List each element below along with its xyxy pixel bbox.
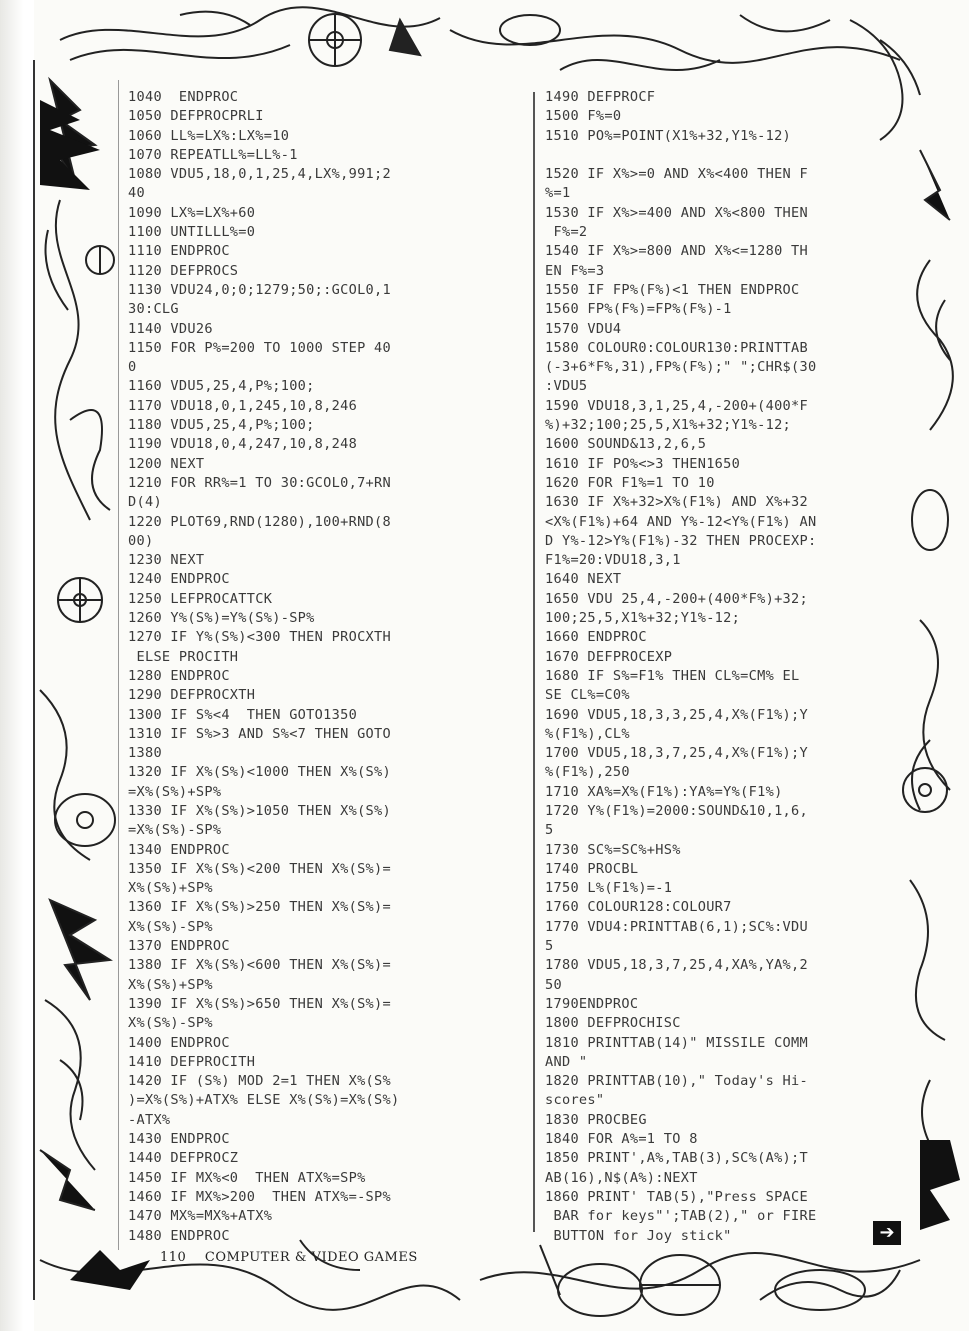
code-line: 1040 ENDPROC bbox=[128, 89, 239, 105]
code-line: 1370 ENDPROC bbox=[128, 938, 230, 955]
code-line: 1060 LL%=LX%:LX%=10 bbox=[128, 127, 290, 144]
code-line: 1410 DEFPROCITH bbox=[128, 1053, 256, 1070]
code-line: 1730 SC%=SC%+HS% bbox=[545, 841, 681, 858]
code-line: 1770 VDU4:PRINTTAB(6,1);SC%:VDU 5 bbox=[545, 918, 809, 955]
code-line: 1750 L%(F1%)=-1 bbox=[545, 880, 673, 897]
code-line: 1560 FP%(F%)=FP%(F%)-1 bbox=[545, 301, 732, 318]
code-line: 1270 IF Y%(S%)<300 THEN PROCXTH ELSE PROCITH bbox=[128, 629, 392, 665]
page-number: 110 bbox=[160, 1250, 187, 1265]
code-line: 1600 SOUND&13,2,6,5 bbox=[545, 436, 707, 453]
column-divider bbox=[533, 92, 535, 1232]
code-line: 1120 DEFPROCS bbox=[128, 262, 239, 279]
code-line: 1280 ENDPROC bbox=[128, 667, 230, 684]
magazine-title: COMPUTER & VIDEO GAMES bbox=[204, 1250, 418, 1265]
code-line: 1610 IF PO%<>3 THEN1650 bbox=[545, 455, 741, 472]
code-line: 1530 IF X%>=400 AND X%<800 THEN F%=2 bbox=[545, 204, 809, 241]
code-line: 1460 IF MX%>200 THEN ATX%=-SP% bbox=[128, 1188, 392, 1205]
code-line: 1360 IF X%(S%)>250 THEN X%(S%)= X%(S%)-SP% bbox=[128, 899, 392, 935]
code-line: 1100 UNTILLL%=0 bbox=[128, 224, 256, 241]
code-line: 1390 IF X%(S%)>650 THEN X%(S%)= X%(S%)-SP% bbox=[128, 995, 392, 1032]
code-line: 1080 VDU5,18,0,1,25,4,LX%,991;2 40 bbox=[128, 166, 392, 202]
code-line: 1430 ENDPROC bbox=[128, 1131, 230, 1148]
code-line: 1050 DEFPROCPRLI bbox=[128, 108, 264, 125]
footer-spacer bbox=[191, 1250, 200, 1265]
code-line: 1670 DEFPROCEXP bbox=[545, 648, 673, 665]
code-line: 1840 FOR A%=1 TO 8 bbox=[545, 1131, 698, 1148]
code-line: 1350 IF X%(S%)<200 THEN X%(S%)= X%(S%)+SP% bbox=[128, 860, 392, 897]
code-line: 1330 IF X%(S%)>1050 THEN X%(S%) =X%(S%)-SP% bbox=[128, 802, 392, 839]
code-line: 1690 VDU5,18,3,3,25,4,X%(F1%);Y %(F1%),CL% bbox=[545, 706, 809, 742]
code-line: 1380 IF X%(S%)<600 THEN X%(S%)= X%(S%)+SP% bbox=[128, 957, 392, 993]
listing-right-column bbox=[543, 88, 913, 1246]
code-line: 1340 ENDPROC bbox=[128, 841, 230, 858]
code-line: 1660 ENDPROC bbox=[545, 629, 647, 646]
code-line: 1150 FOR P%=200 TO 1000 STEP 40 0 bbox=[128, 339, 392, 376]
listing-left-column bbox=[126, 88, 524, 1246]
code-line: 1830 PROCBEG bbox=[545, 1111, 647, 1128]
page-footer bbox=[160, 1250, 418, 1265]
code-line: 1850 PRINT',A%,TAB(3),SC%(A%);T AB(16),N$(A%):NEXT bbox=[545, 1150, 809, 1186]
code-line: 1720 Y%(F1%)=2000:SOUND&10,1,6, 5 bbox=[545, 802, 809, 839]
code-line: 1590 VDU18,3,1,25,4,-200+(400*F %)+32;100;25,5,X1%+32;Y1%-12; bbox=[545, 397, 809, 434]
code-line: 1790ENDPROC bbox=[545, 995, 639, 1012]
code-line: 1180 VDU5,25,4,P%;100; bbox=[128, 417, 315, 434]
code-line: 1570 VDU4 bbox=[545, 320, 622, 337]
code-line: 1650 VDU 25,4,-200+(400*F%)+32; 100;25,5,X1%+32;Y1%-12; bbox=[545, 590, 809, 627]
code-line: 1210 FOR RR%=1 TO 30:GCOL0,7+RN D(4) bbox=[128, 474, 392, 511]
code-line: 1300 IF S%<4 THEN GOTO1350 bbox=[128, 706, 358, 723]
code-line: 1500 F%=0 bbox=[545, 108, 622, 125]
code-line: 1630 IF X%+32>X%(F1%) AND X%+32 <X%(F1%)+64 AND Y%-12<Y%(F1%) AN D Y%-12>Y%(F1%)-32 THEN PROCEXP: F1%=20:VDU18,3,1 bbox=[545, 494, 817, 569]
code-line: 1450 IF MX%<0 THEN ATX%=SP% bbox=[128, 1169, 366, 1186]
code-line: 1420 IF (S%) MOD 2=1 THEN X%(S% )=X%(S%)+ATX% ELSE X%(S%)=X%(S%) -ATX% bbox=[128, 1073, 400, 1128]
code-line: 1440 DEFPROCZ bbox=[128, 1150, 239, 1167]
code-line: 1860 PRINT' TAB(5),"Press SPACE BAR for keys"';TAB(2)," or FIRE BUTTON for Joy stick" bbox=[545, 1188, 817, 1244]
code-line: 1680 IF S%=F1% THEN CL%=CM% EL SE CL%=C0% bbox=[545, 667, 800, 704]
code-line: 1110 ENDPROC bbox=[128, 243, 230, 260]
code-line: 1810 PRINTTAB(14)" MISSILE COMM AND " bbox=[545, 1034, 809, 1070]
code-line: 1820 PRINTTAB(10)," Today's Hi- scores" bbox=[545, 1073, 809, 1109]
code-line: 1220 PLOT69,RND(1280),100+RND(8 00) bbox=[128, 513, 392, 549]
code-line: 1160 VDU5,25,4,P%;100; bbox=[128, 378, 315, 395]
code-line: 1240 ENDPROC bbox=[128, 571, 230, 588]
code-line: 1780 VDU5,18,3,7,25,4,XA%,YA%,2 50 bbox=[545, 957, 809, 993]
code-line: 1800 DEFPROCHISC bbox=[545, 1015, 681, 1032]
code-line: 1510 PO%=POINT(X1%+32,Y1%-12) bbox=[545, 127, 792, 144]
code-line: 1070 REPEATLL%=LL%-1 bbox=[128, 146, 298, 163]
code-line: 1320 IF X%(S%)<1000 THEN X%(S%) =X%(S%)+SP% bbox=[128, 764, 392, 800]
code-line: 1760 COLOUR128:COLOUR7 bbox=[545, 899, 732, 916]
code-line: 1540 IF X%>=800 AND X%<=1280 TH EN F%=3 bbox=[545, 243, 809, 279]
code-line: 1190 VDU18,0,4,247,10,8,248 bbox=[128, 436, 358, 453]
code-line: 1550 IF FP%(F%)<1 THEN ENDPROC bbox=[545, 281, 800, 298]
code-line: 1310 IF S%>3 AND S%<7 THEN GOTO 1380 bbox=[128, 725, 392, 762]
code-line: 1400 ENDPROC bbox=[128, 1034, 230, 1051]
continue-arrow-icon: ➔ bbox=[873, 1221, 901, 1245]
code-line: 1480 ENDPROC bbox=[128, 1227, 230, 1244]
code-line: 1140 VDU26 bbox=[128, 320, 213, 337]
code-line bbox=[543, 146, 913, 165]
code-line: 1170 VDU18,0,1,245,10,8,246 bbox=[128, 397, 358, 414]
code-line: 1130 VDU24,0;0;1279;50;:GCOL0,1 30:CLG bbox=[128, 281, 392, 318]
code-line: 1740 PROCBL bbox=[545, 860, 639, 877]
code-line: 1230 NEXT bbox=[128, 552, 205, 569]
code-line: 1520 IF X%>=0 AND X%<400 THEN F %=1 bbox=[545, 166, 809, 202]
code-line: 1260 Y%(S%)=Y%(S%)-SP% bbox=[128, 610, 315, 627]
code-line: 1250 LEFPROCATTCK bbox=[128, 590, 273, 607]
code-line: 1470 MX%=MX%+ATX% bbox=[128, 1208, 273, 1225]
code-line: 1200 NEXT bbox=[128, 455, 205, 472]
code-line: 1580 COLOUR0:COLOUR130:PRINTTAB (-3+6*F%,31),FP%(F%);" ";CHR$(30 :VDU5 bbox=[545, 339, 817, 395]
code-line: 1620 FOR F1%=1 TO 10 bbox=[545, 474, 715, 491]
code-line: 1490 DEFPROCF bbox=[545, 89, 656, 105]
code-line: 1710 XA%=X%(F1%):YA%=Y%(F1%) bbox=[545, 783, 783, 800]
code-line: 1700 VDU5,18,3,7,25,4,X%(F1%);Y %(F1%),250 bbox=[545, 745, 809, 781]
code-line: 1290 DEFPROCXTH bbox=[128, 687, 256, 704]
code-line: 1090 LX%=LX%+60 bbox=[128, 204, 256, 221]
code-line: 1640 NEXT bbox=[545, 571, 622, 588]
left-column-rule bbox=[118, 80, 119, 1250]
